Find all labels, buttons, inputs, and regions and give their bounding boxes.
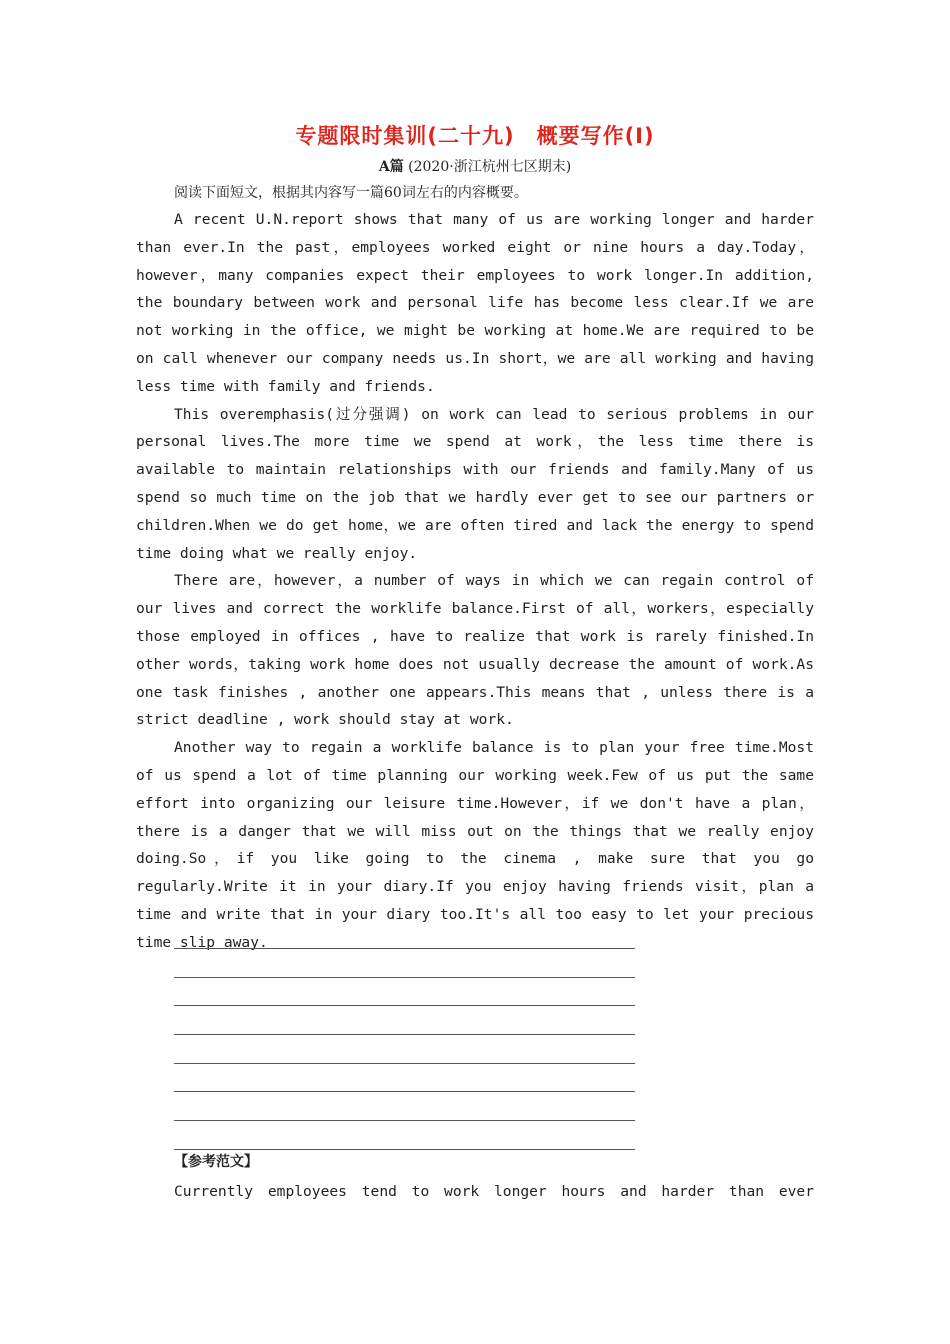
answer-line bbox=[174, 1005, 635, 1034]
passage-label: A篇 bbox=[378, 159, 404, 175]
paragraph-4: Another way to regain a worklife balance is to plan your free time.Most of us spend a lot of time planning our working week.Few of us put the same effort into organizing our leisure time.However，if we don't have a plan，there is a danger that we will miss out on the things that we really enjoy doing.So，if you like going to the cinema , make sure that you go regularly.Write it in your diary.If you enjoy having friends visit，plan a time and write that in your diary too.It's all too easy to let your precious time slip away. bbox=[136, 739, 814, 951]
paragraph-2: This overemphasis(过分强调) on work can lead to serious problems in our personal lives.The more time we spend at work，the less time there is available to maintain relationships with our friends and family.Many of us spend so much time on the job that we hardly ever get to see our partners or children.When we do get home，we are often tired and lack the energy to spend time doing what we really enjoy. bbox=[136, 405, 814, 562]
answer-lines bbox=[174, 948, 635, 1178]
passage-source: (2020·浙江杭州七区期末) bbox=[403, 159, 572, 175]
answer-line bbox=[174, 977, 635, 1006]
reference-heading: 【参考范文】 bbox=[174, 1154, 258, 1170]
paragraph-1: A recent U.N.report shows that many of us are working longer and harder than ever.In the past，employees worked eight or nine hours a day.Today，however，many companies expect their employees to work longer.In addition, the boundary between work and personal life has become less clear.If we are not working in the office, we might be working at home.We are required to be on call whenever our company needs us.In short，we are all working and having less time with family and friends. bbox=[136, 211, 814, 395]
reference-text: Currently employees tend to work longer hours and harder than ever bbox=[174, 1183, 814, 1200]
passage-body bbox=[136, 206, 814, 957]
page-title: 专题限时集训(二十九) 概要写作(Ⅰ) bbox=[295, 124, 655, 148]
passage-subtitle bbox=[0, 156, 950, 176]
answer-line bbox=[174, 948, 635, 977]
answer-line bbox=[174, 1091, 635, 1120]
answer-line bbox=[174, 1034, 635, 1063]
paragraph-3: There are，however，a number of ways in which we can regain control of our lives and correct the worklife balance.First of all，workers，especially those employed in offices , have to realize that work is rarely finished.In other words，taking work home does not usually decrease the amount of work.As one task finishes , another one appears.This means that , unless there is a strict deadline , work should stay at work. bbox=[136, 572, 814, 729]
task-instruction: 阅读下面短文，根据其内容写一篇60词左右的内容概要。 bbox=[174, 185, 528, 201]
answer-line bbox=[174, 1063, 635, 1092]
answer-line bbox=[174, 1120, 635, 1149]
